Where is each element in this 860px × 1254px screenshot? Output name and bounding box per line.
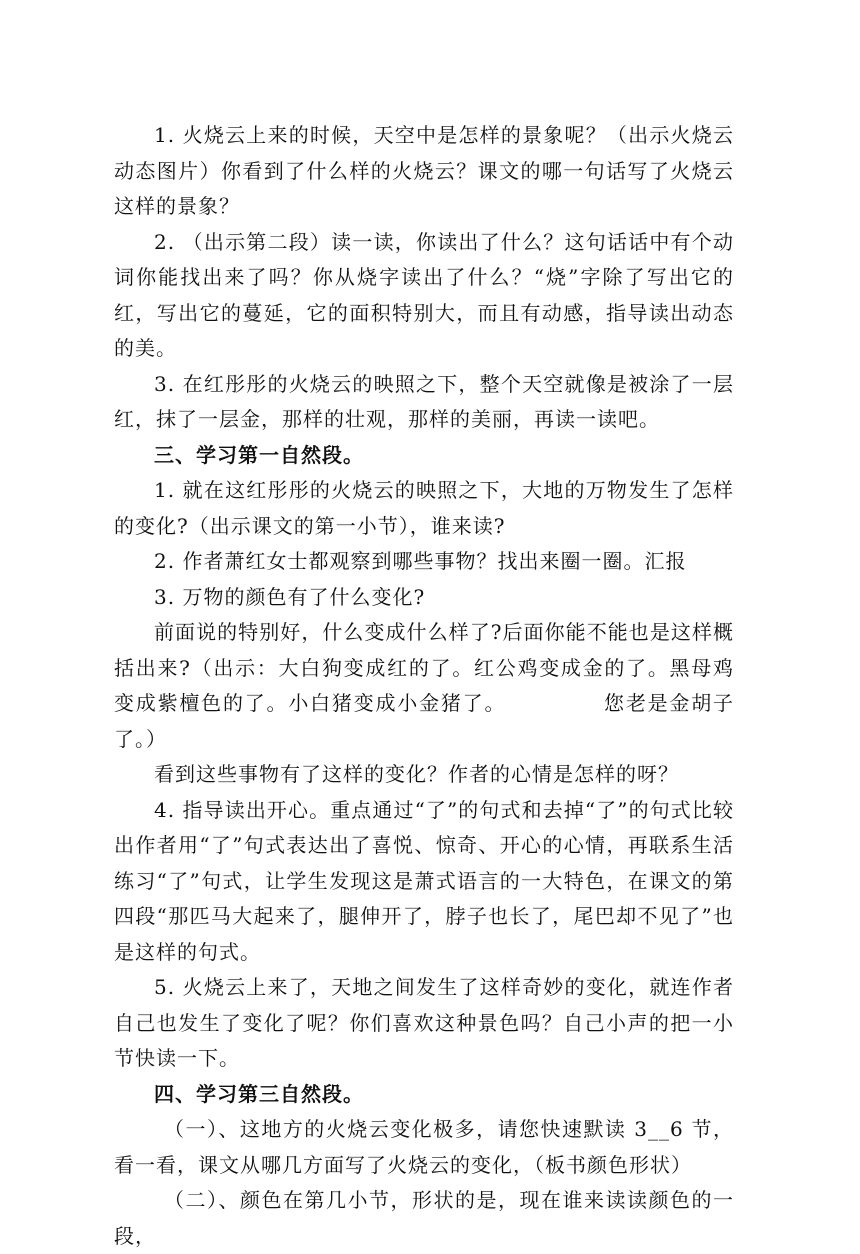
paragraph-4: 1. 就在这红彤彤的火烧云的映照之下，大地的万物发生了怎样的变化?（出示课文的第一小节），谁来读? <box>114 478 734 538</box>
paragraph-7: 前面说的特别好，什么变成什么样了?后面你能不能也是这样概括出来?（出示：大白狗变成红的了。红公鸡变成金的了。黑母鸡变成紫檀色的了。小白猪变成小金猪了。 您老是金胡子了。） <box>114 620 734 751</box>
paragraph-6: 3. 万物的颜色有了什么变化? <box>154 584 426 609</box>
section-heading-3: 三、学习第一自然段。 <box>154 442 364 467</box>
section-heading-4: 四、学习第三自然段。 <box>154 1081 364 1106</box>
paragraph-11: （一）、这地方的火烧云变化极多，请您快速默读 3__6 节，看一看，课文从哪几方面写了火烧云的变化，（板书颜色形状） <box>114 1117 734 1177</box>
paragraph-1: 1. 火烧云上来的时候，天空中是怎样的景象呢？（出示火烧云动态图片）你看到了什么样的火烧云？课文的哪一句话写了火烧云这样的景象？ <box>114 123 734 218</box>
paragraph-9: 4. 指导读出开心。重点通过“了”的句式和去掉“了”的句式比较出作者用“了”句式表达出了喜悦、惊奇、开心的心情，再联系生活练习“了”句式，让学生发现这是萧式语言的一大特色，在课文的第四段“那匹马大起来了，腿伸开了，脖子也长了，尾巴却不见了”也是这样的句式。 <box>114 797 734 964</box>
paragraph-2: 2. （出示第二段）读一读，你读出了什么？这句话话中有个动词你能找出来了吗？你从烧字读出了什么？“烧”字除了写出它的红，写出它的蔓延，它的面积特别大，而且有动感，指导读出动态的美。 <box>114 229 734 360</box>
document-body <box>114 118 734 1254</box>
paragraph-10: 5. 火烧云上来了，天地之间发生了这样奇妙的变化，就连作者自己也发生了变化了呢？你们喜欢这种景色吗？自己小声的把一小节快读一下。 <box>114 975 734 1070</box>
paragraph-5: 2. 作者萧红女士都观察到哪些事物？找出来圈一圈。汇报 <box>154 549 687 573</box>
paragraph-12: （二）、颜色在第几小节，形状的是，现在谁来读读颜色的一段， <box>114 1188 734 1248</box>
paragraph-8: 看到这些事物有了这样的变化？作者的心情是怎样的呀？ <box>154 762 679 786</box>
paragraph-3: 3. 在红彤彤的火烧云的映照之下，整个天空就像是被涂了一层红，抹了一层金，那样的壮观，那样的美丽，再读一读吧。 <box>114 371 734 431</box>
